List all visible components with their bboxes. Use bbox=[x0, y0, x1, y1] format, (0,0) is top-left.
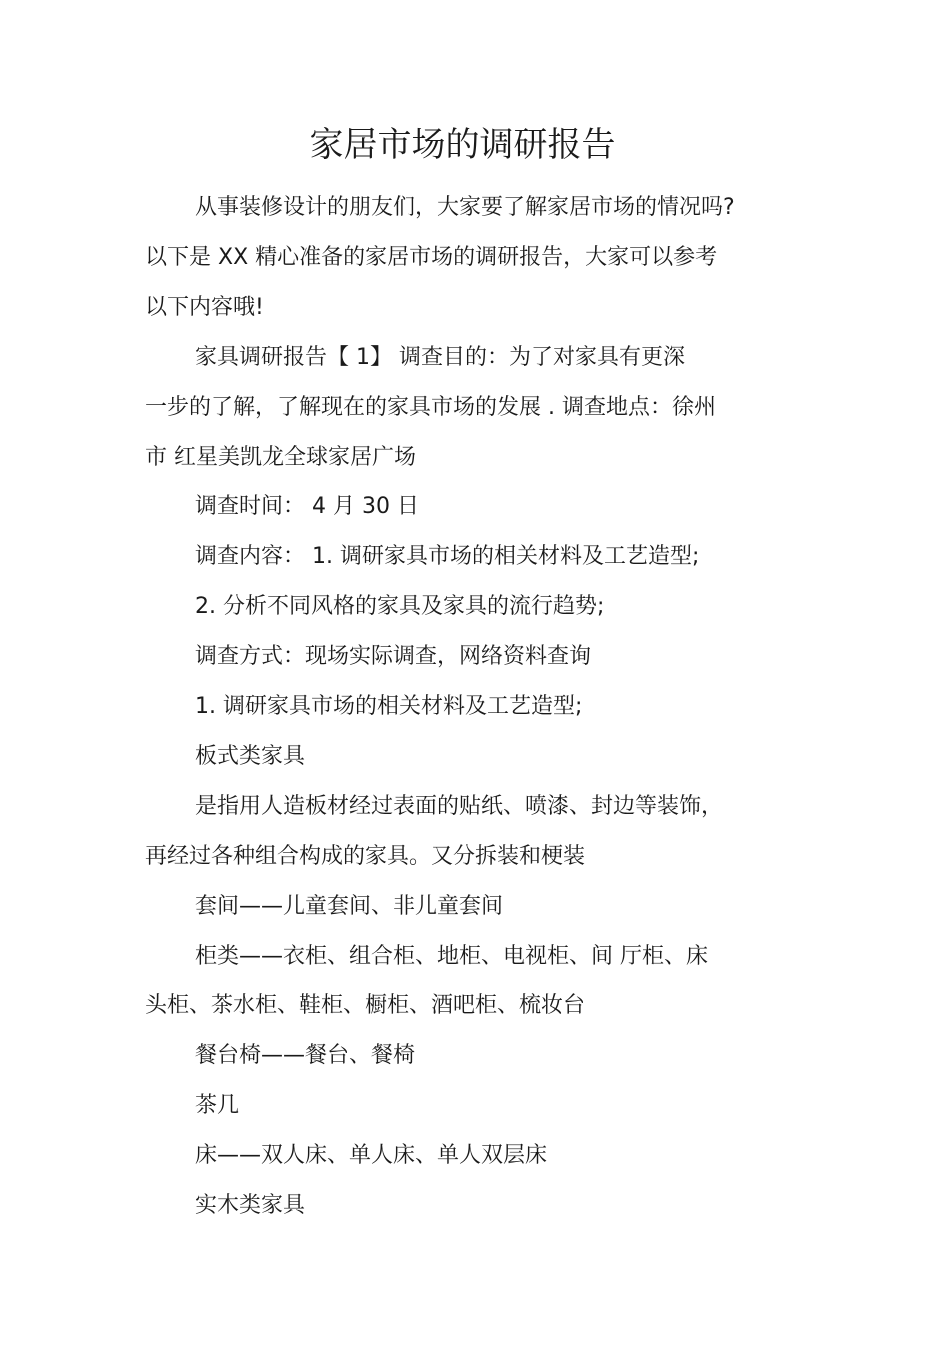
section-heading: 实木类家具 bbox=[195, 1193, 306, 1218]
paragraph-line: 2. 分析不同风格的家具及家具的流行趋势; bbox=[195, 594, 605, 619]
paragraph-line: 头柜、茶水柜、鞋柜、橱柜、酒吧柜、梳妆台 bbox=[145, 993, 586, 1018]
paragraph-line: 以下是 XX 精心准备的家居市场的调研报告，大家可以参考 bbox=[145, 245, 718, 270]
paragraph-line: 是指用人造板材经过表面的贴纸、喷漆、封边等装饰， bbox=[195, 794, 724, 819]
paragraph-line: 一步的了解，了解现在的家具市场的发展 . 调查地点：徐州 bbox=[145, 395, 716, 420]
paragraph-line: 调查时间： 4 月 30 日 bbox=[195, 494, 419, 519]
paragraph-line: 床——双人床、单人床、单人双层床 bbox=[195, 1143, 548, 1168]
paragraph-line: 柜类——衣柜、组合柜、地柜、电视柜、间 厅柜、床 bbox=[195, 944, 708, 969]
paragraph-line: 套间——儿童套间、非儿童套间 bbox=[195, 894, 504, 919]
paragraph-line: 从事装修设计的朋友们，大家要了解家居市场的情况吗? bbox=[195, 195, 735, 220]
paragraph-line: 1. 调研家具市场的相关材料及工艺造型; bbox=[195, 694, 583, 719]
paragraph-line: 茶几 bbox=[195, 1093, 240, 1118]
paragraph-line: 以下内容哦! bbox=[145, 295, 264, 320]
paragraph-line: 市 红星美凯龙全球家居广场 bbox=[145, 445, 416, 470]
paragraph-line: 再经过各种组合构成的家具。又分拆装和梗装 bbox=[145, 844, 586, 869]
paragraph-line: 餐台椅——餐台、餐椅 bbox=[195, 1043, 416, 1068]
paragraph-line: 家具调研报告【 1】 调查目的：为了对家具有更深 bbox=[195, 345, 685, 370]
section-heading: 板式类家具 bbox=[195, 744, 306, 769]
paragraph-line: 调查内容： 1. 调研家具市场的相关材料及工艺造型; bbox=[195, 544, 700, 569]
paragraph-line: 调查方式：现场实际调查，网络资料查询 bbox=[195, 644, 592, 669]
document-title: 家居市场的调研报告 bbox=[309, 125, 616, 165]
